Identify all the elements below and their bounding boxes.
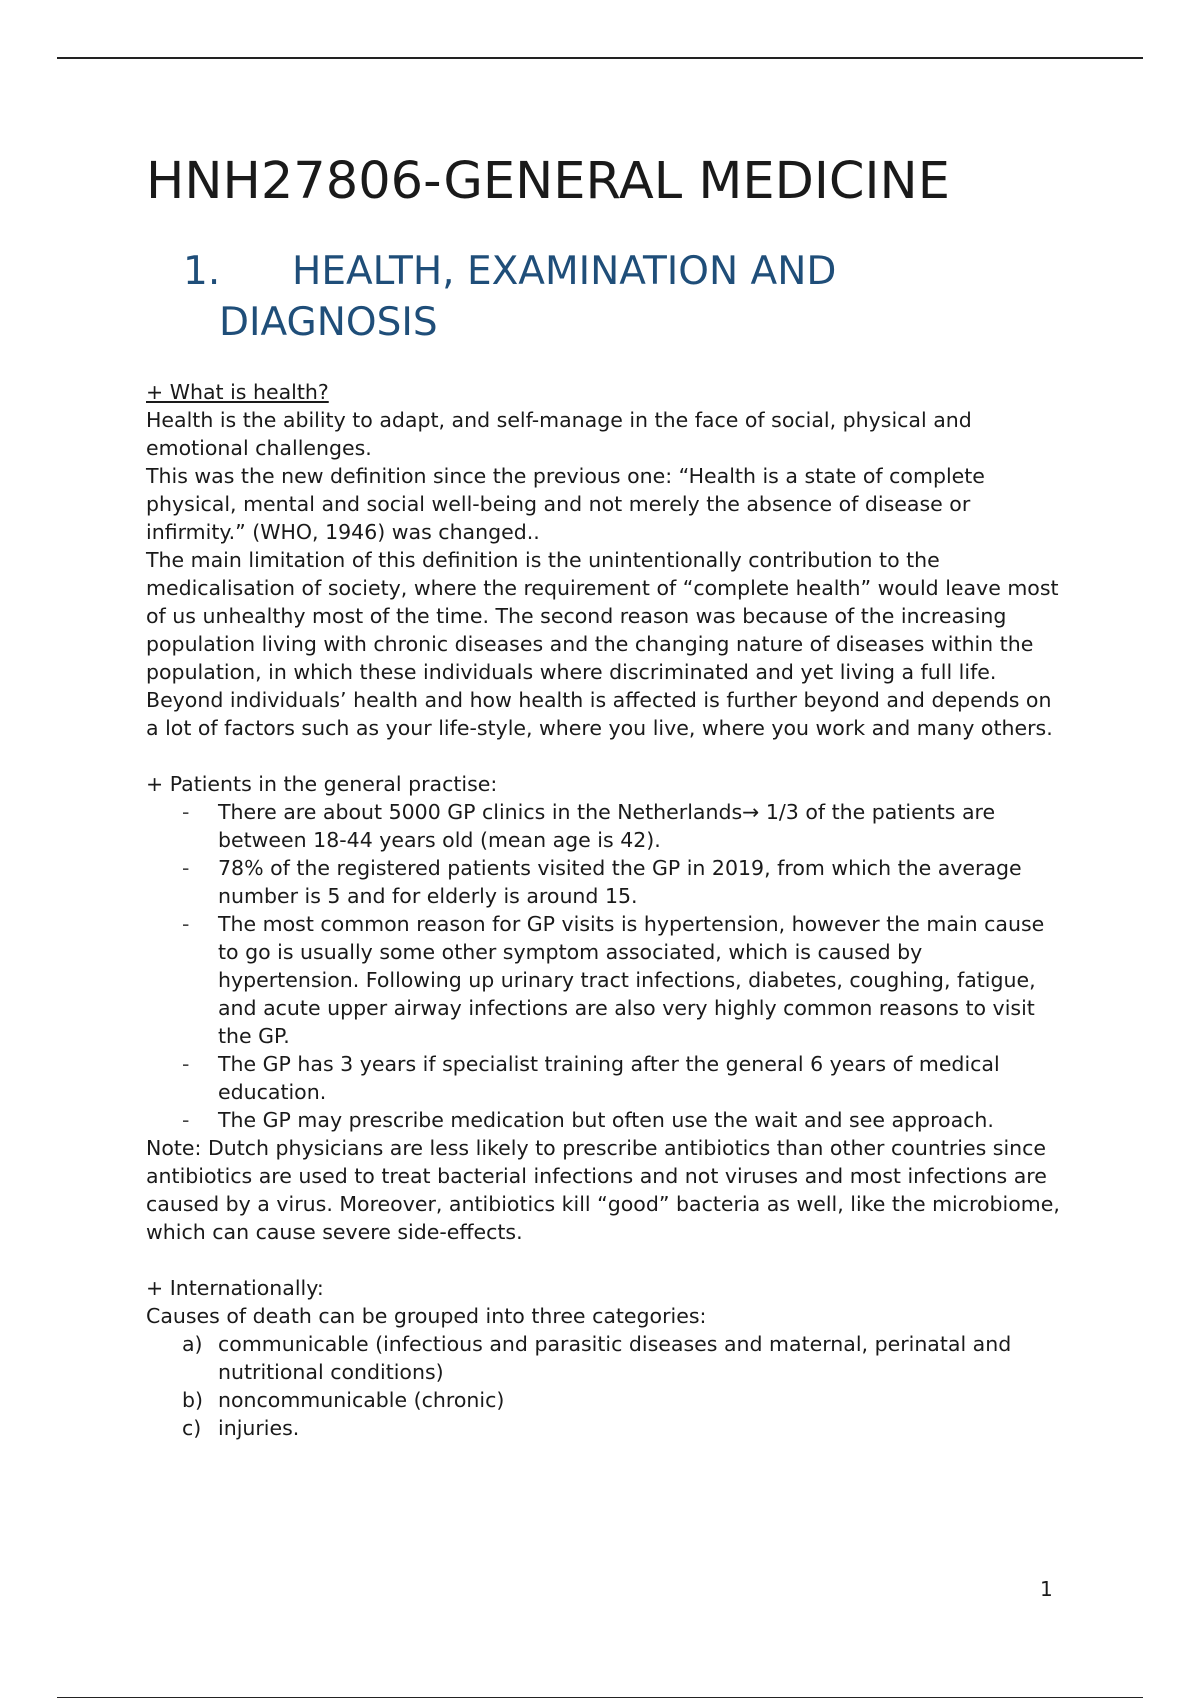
list-item: - The most common reason for GP visits is hypertension, however the main cause to go is usually some other symptom associated, which is caused by hypertension. Following up urinary tract infections, diabetes, coughing, fatigue, and acute upper airway infections are also very highly common reasons to visit the GP. — [182, 912, 1045, 1048]
section-title: HEALTH, EXAMINATION AND DIAGNOSIS — [219, 249, 837, 345]
paragraph: Beyond individuals’ health and how health is affected is further beyond and depends on a lot of factors such as your life-style, where you live, where you work and many others. — [146, 688, 1053, 740]
patients-list — [146, 798, 1066, 1134]
paragraph: Health is the ability to adapt, and self-manage in the face of social, physical and emotional challenges. — [146, 408, 972, 460]
dash-marker: - — [182, 856, 190, 880]
list-item: c) injuries. — [182, 1416, 300, 1440]
page-number: 1 — [1040, 1577, 1053, 1601]
list-item: - 78% of the registered patients visited the GP in 2019, from which the average number is 5 and for elderly is around 15. — [182, 856, 1022, 908]
dash-marker: - — [182, 912, 190, 936]
document-page — [146, 150, 1066, 1442]
internationally-heading: + Internationally: — [146, 1276, 324, 1300]
list-marker: c) — [182, 1416, 202, 1440]
dash-marker: - — [182, 800, 190, 824]
paragraph: The main limitation of this definition is the unintentionally contribution to the medicalisation of society, where the requirement of “complete health” would leave most of us unhealthy most of the time. The second reason was because of the increasing population living with chronic diseases and the changing nature of diseases within the population, in which these individuals where discriminated and yet living a full life. — [146, 548, 1059, 684]
list-item: a) communicable (infectious and parasitic diseases and maternal, perinatal and nutritional conditions) — [182, 1332, 1012, 1384]
causes-list — [146, 1330, 1066, 1442]
list-marker: b) — [182, 1388, 204, 1412]
patients-heading: + Patients in the general practise: — [146, 772, 498, 796]
list-item: - There are about 5000 GP clinics in the Netherlands→ 1/3 of the patients are between 18-44 years old (mean age is 42). — [182, 800, 996, 852]
section-number: 1. — [183, 249, 221, 294]
body-text — [146, 378, 1066, 1442]
top-rule — [57, 57, 1143, 59]
note-paragraph: Note: Dutch physicians are less likely to prescribe antibiotics than other countries since antibiotics are used to treat bacterial infections and not viruses and most infections are caused by a virus. Moreover, antibiotics kill “good” bacteria as well, like the microbiome, which can cause severe side-effects. — [146, 1136, 1060, 1244]
list-marker: a) — [182, 1332, 203, 1356]
document-title: HNH27806-GENERAL MEDICINE — [146, 152, 950, 211]
paragraph: This was the new definition since the previous one: “Health is a state of complete physical, mental and social well-being and not merely the absence of disease or infirmity.” (WHO, 1946) was changed.. — [146, 464, 985, 544]
list-item: b) noncommunicable (chronic) — [182, 1388, 505, 1412]
section-heading — [146, 246, 1066, 348]
dash-marker: - — [182, 1052, 190, 1076]
list-item: - The GP has 3 years if specialist training after the general 6 years of medical education. — [182, 1052, 1000, 1104]
bottom-rule — [57, 1697, 1143, 1698]
dash-marker: - — [182, 1108, 190, 1132]
list-item: - The GP may prescribe medication but often use the wait and see approach. — [182, 1108, 994, 1132]
internationally-intro: Causes of death can be grouped into three categories: — [146, 1304, 707, 1328]
what-is-health-heading: + What is health? — [146, 380, 329, 404]
